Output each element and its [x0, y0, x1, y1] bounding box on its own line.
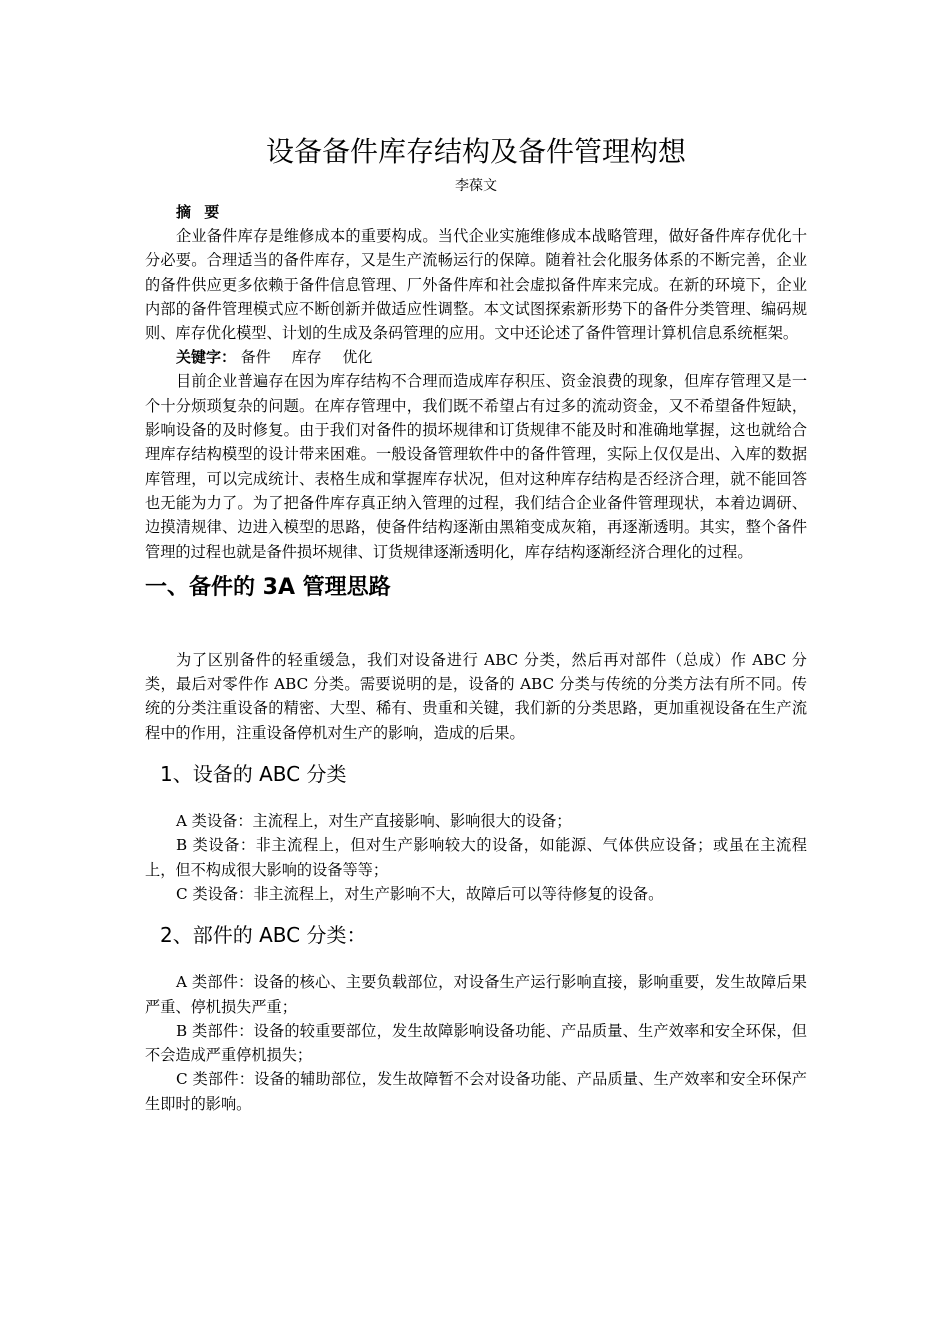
keywords-label: 关键字：	[176, 348, 237, 367]
equipment-class-c: C 类设备：非主流程上，对生产影响不大，故障后可以等待修复的设备。	[176, 884, 664, 903]
document-page	[145, 130, 807, 1116]
section-paragraph: 为了区别备件的轻重缓急，我们对设备进行 ABC 分类，然后再对部件（总成）作 ABC 分类，最后对零件作 ABC 分类。需要说明的是，设备的 ABC 分类与传统的分类方法有所不同。传统的分类注重设备的精密、大型、稀有、贵重和关键，我们新的分类思路，更加重视设备在生产流程中的作用，注重设备停机对生产的影响，造成的后果。	[145, 650, 807, 742]
keyword-item: 备件	[240, 348, 271, 367]
subsection-heading-parts: 2、部件的 ABC 分类：	[160, 923, 367, 948]
author-name: 李葆文	[455, 178, 497, 194]
intro-paragraph: 目前企业普遍存在因为库存结构不合理而造成库存积压、资金浪费的现象，但库存管理又是一个十分烦琐复杂的问题。在库存管理中，我们既不希望占有过多的流动资金，又不希望备件短缺，影响设备的及时修复。由于我们对备件的损坏规律和订货规律不能及时和准确地掌握，这也就给合理库存结构模型的设计带来困难。一般设备管理软件中的备件管理，实际上仅仅是出、入库的数据库管理，可以完成统计、表格生成和掌握库存状况，但对这种库存结构是否经济合理，就不能回答也无能为力了。为了把备件库存真正纳入管理的过程，我们结合企业备件管理现状，本着边调研、边摸清规律、边进入模型的思路，使备件结构逐渐由黑箱变成灰箱，再逐渐透明。其实，整个备件管理的过程也就是备件损坏规律、订货规律逐渐透明化，库存结构逐渐经济合理化的过程。	[145, 372, 807, 561]
equipment-class-b: B 类设备：非主流程上，但对生产影响较大的设备，如能源、气体供应设备；或虽在主流程上，但不构成很大影响的设备等等；	[145, 836, 807, 879]
keywords-line	[145, 345, 807, 369]
abstract-text: 企业备件库存是维修成本的重要构成。当代企业实施维修成本战略管理，做好备件库存优化十分必要。合理适当的备件库存，又是生产流畅运行的保障。随着社会化服务体系的不断完善，企业的备件供应更多依赖于备件信息管理、厂外备件库和社会虚拟备件库来完成。在新的环境下，企业内部的备件管理模式应不断创新并做适应性调整。本文试图探索新形势下的备件分类管理、编码规则、库存优化模型、计划的生成及条码管理的应用。文中还论述了备件管理计算机信息系统框架。	[145, 227, 807, 343]
part-class-a: A 类部件：设备的核心、主要负载部位，对设备生产运行影响直接，影响重要，发生故障后果严重、停机损失严重；	[145, 973, 807, 1016]
part-class-b: B 类部件：设备的较重要部位，发生故障影响设备功能、产品质量、生产效率和安全环保，但不会造成严重停机损失；	[145, 1021, 807, 1065]
document-title: 设备备件库存结构及备件管理构想	[265, 135, 686, 168]
subsection-heading-equipment: 1、设备的 ABC 分类	[160, 762, 347, 787]
keyword-item: 优化	[342, 348, 373, 367]
section-heading: 一、备件的 3A 管理思路	[145, 574, 391, 600]
abstract-label: 摘 要	[176, 203, 224, 221]
equipment-class-a: A 类设备：主流程上，对生产直接影响、影响很大的设备；	[176, 812, 572, 831]
keyword-item: 库存	[291, 348, 322, 367]
part-class-c: C 类部件：设备的辅助部位，发生故障暂不会对设备功能、产品质量、生产效率和安全环保产生即时的影响。	[145, 1070, 807, 1113]
